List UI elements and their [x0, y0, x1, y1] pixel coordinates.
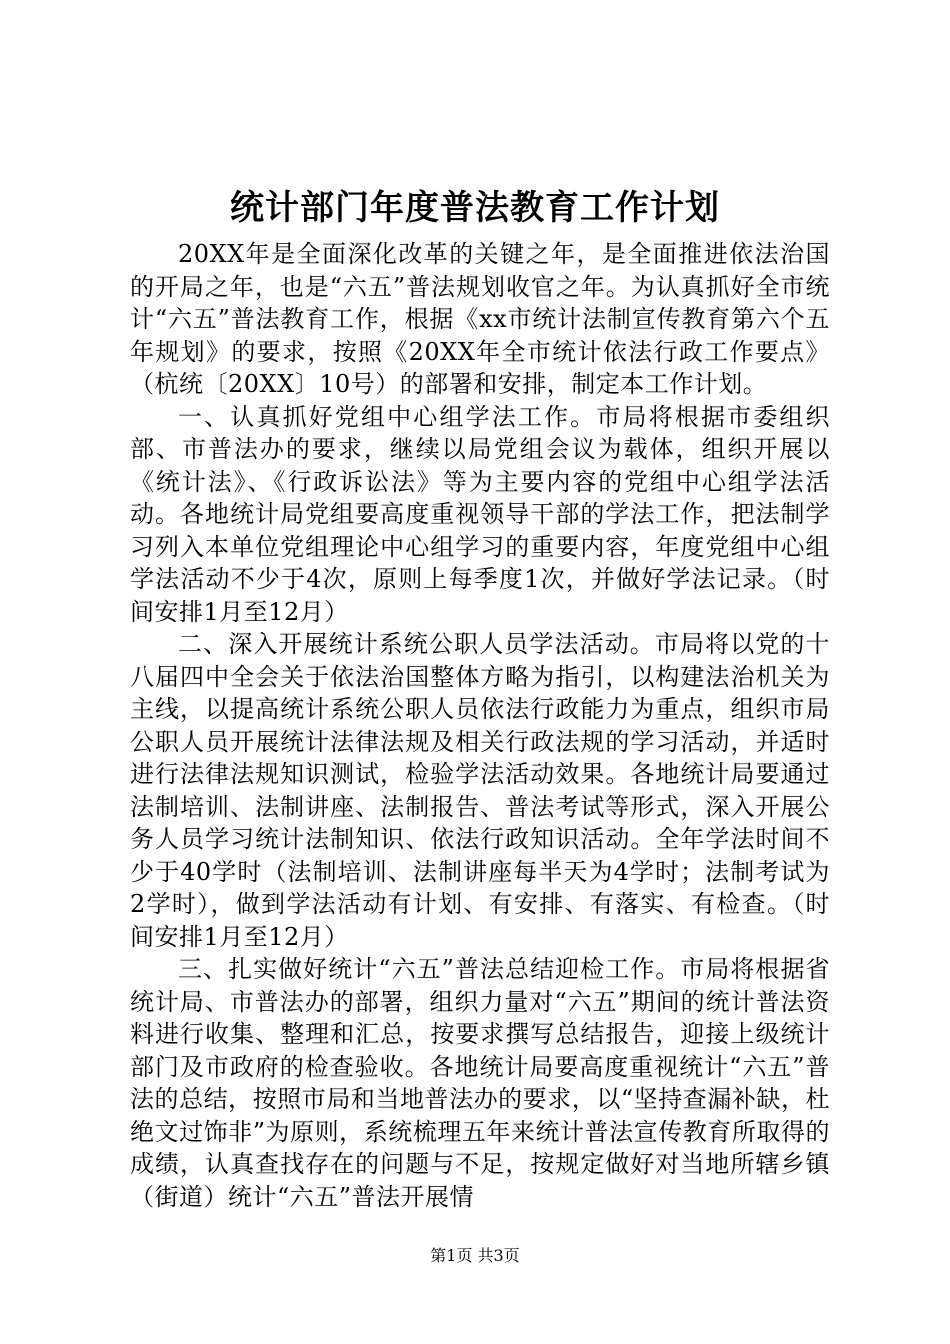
paragraph-section-1: 一、认真抓好党组中心组学法工作。市局将根据市委组织部、市普法办的要求，继续以局党组会议为载体，组织开展以《统计法》、《行政诉讼法》等为主要内容的党组中心组学法活动。各地统计局党组要高度重视领导干部的学法工作，把法制学习列入本单位党组理论中心组学习的重要内容，年度党组中心组学法活动不少于4次，原则上每季度1次，并做好学法记录。（时间安排1月至12月） — [130, 402, 830, 626]
document-body — [130, 238, 830, 1213]
page-number-footer: 第1页 共3页 — [430, 1246, 520, 1265]
document-title: 统计部门年度普法教育工作计划 — [230, 188, 720, 228]
paragraph-intro: 20XX年是全面深化改革的关键之年，是全面推进依法治国的开局之年，也是“六五”普法规划收官之年。为认真抓好全市统计“六五”普法教育工作，根据《xx市统计法制宣传教育第六个五年规划》的要求，按照《20XX年全市统计依法行政工作要点》（杭统〔20XX〕10号）的部署和安排，制定本工作计划。 — [130, 240, 830, 398]
paragraph-section-2: 二、深入开展统计系统公职人员学法活动。市局将以党的十八届四中全会关于依法治国整体方略为指引，以构建法治机关为主线，以提高统计系统公职人员依法行政能力为重点，组织市局公职人员开展统计法律法规及相关行政法规的学习活动，并适时进行法律法规知识测试，检验学法活动效果。各地统计局要通过法制培训、法制讲座、法制报告、普法考试等形式，深入开展公务人员学习统计法制知识、依法行政知识活动。全年学法时间不少于40学时（法制培训、法制讲座每半天为4学时；法制考试为2学时），做到学法活动有计划、有安排、有落实、有检查。（时间安排1月至12月） — [130, 630, 830, 951]
paragraph-section-3: 三、扎实做好统计“六五”普法总结迎检工作。市局将根据省统计局、市普法办的部署，组织力量对“六五”期间的统计普法资料进行收集、整理和汇总，按要求撰写总结报告，迎接上级统计部门及市政府的检查验收。各地统计局要高度重视统计“六五”普法的总结，按照市局和当地普法办的要求，以“坚持查漏补缺，杜绝文过饰非”为原则，系统梳理五年来统计普法宣传教育所取得的成绩，认真查找存在的问题与不足，按规定做好对当地所辖乡镇（街道）统计“六五”普法开展情 — [130, 955, 830, 1211]
